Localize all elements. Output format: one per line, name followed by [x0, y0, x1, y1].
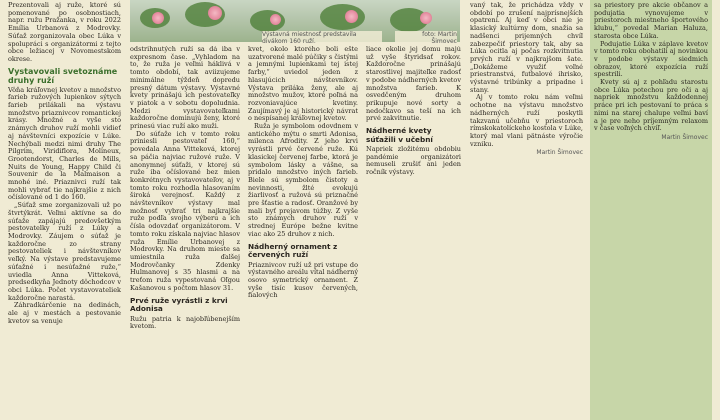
- paragraph: Podujatie Lúka v záplave kvetov v tomto roku obohatili aj novinkou v podobe výstavy siedmich obrazov, ktoré expozícia ruží spestrili.: [594, 39, 708, 79]
- article-column-4: [366, 46, 461, 420]
- author-byline: Martin Šimovec: [661, 133, 708, 141]
- paragraph: Aj v tomto roku nám veľmi ochotne na výstavu množstvo nádherných ruží poskytli takzvanú učebňu v priestoroch rímskokatolíckeho kostola v Lúke, ktorý mal vlani pätnáste výročie vzniku.: [470, 93, 583, 148]
- paragraph: Kvety sú aj z pohľadu starostu obce Lúka potechou pre oči a aj napriek množstvu každodennej práce pri ich pestovaní to práca s nimi na starej chalupe veľmi baví a je pre neho príjemným relaxom v čase voľných chvíľ.: [594, 78, 708, 133]
- paragraph: Napriek zložitému obdobiu pandémie organizátori nemuseli zrušiť ani jeden ročník výstavy.: [366, 145, 461, 177]
- article-column-6: [590, 0, 712, 420]
- paragraph: kvet, okolo ktorého boli ešte uzatvorené malé púčiky s čistými a jemnými lupienkami tej istej farby,“ uviedol jeden z hlasujúcich návštevníkov. Výstava priláka ženy, ale aj množstvo mužov, ktoré poľná na rozvoniavajúce kvetiny. Zaujímavý je aj historický návrat o nespísanej kráľovnej kvetov.: [248, 46, 358, 123]
- paragraph: vaný tak, že prichádza vždy v období po zrušení najprísnejších opatrení. Aj keď v obci nie je klasický kultúrny dom, snažia sa nadšenci prijemných chvíľ zabezpečiť priestory tak, aby sa Lúka ocitla aj počas rozkvitnutia prvých ruží v najkrajšom šate. „Dokážeme využiť voľné priestranstvá, futbalové ihrisko, výstavné tribúnky a pripadne i stany.: [470, 1, 583, 94]
- intro-paragraph: Prezentovali aj ruže, ktoré sú pomenované po osobnostiach, napr. ružu Pražanka, v roku 2022 Emília Urbanová z Modrovky. Súťaž zorganizovala obec Lúka v spolupráci s organizátormi z tejto obce ležiacej v Novomestskom okrese.: [8, 1, 121, 63]
- section-heading-varieties: Vystavovali svetoznáme druhy ruží: [8, 66, 118, 85]
- article-column-5: [470, 0, 583, 420]
- paragraph: liace okolie jej domu majú už vyše štyridsať rokov. Každoročne prinášajú starostlivej majiteľke radosť v podobe nádherných kvetov množstva farieb. K osvedčeným druhom prikupuje nové sorty a nedočkavo sa teší na ich prvé zakvitnutie.: [366, 46, 461, 123]
- paragraph: Záhradkárčenie na dedinách, ale aj v mestách a pestovanie kvetov sa venuje: [8, 301, 121, 325]
- paragraph: Ružu patria k najobľúbenejším kvetom.: [130, 314, 240, 331]
- paragraph: Priaznivcov ruží už pri vstupe do výstavného areálu vítal nádherný osovo symetrický ornament. Z vyše tisíc kusov červených, fialových: [248, 260, 358, 300]
- article-column-1: [8, 0, 121, 420]
- subheading-adonis: Prvé ruže vyrástli z krvi Adonisa: [130, 295, 228, 313]
- article-column-3: [248, 46, 358, 420]
- article-column-2: [130, 46, 240, 420]
- paragraph: sa priestory pre akcie občanov a podujatia vynovujeme v priestoroch miestneho športového klubu,“ povedal Marian Haluza, starosta obce Lúka.: [594, 1, 708, 40]
- paragraph: Vôňa kráľovnej kvetov a množstvo farieb ružových lupienkov sýtych farieb prilákali na výstavu množstvo priaznivcov romantickej krásy. Množné a vyše sto známych druhov ruží mohli vidieť aj návštevníci expozície v Lúke. Nechýbali medzi nimi druhy The Pilgrim, Viridiflora, Molineux, Grootendorst, Charles de Mills, Nuits de Young, Happy Child či Souvenir de la Malmaison a mnohé iné. Priaznivci ruží tak mohli vybrať tie najkrajšie z nich očíslované od 1 do 160.: [8, 85, 121, 202]
- paragraph: Ruža je symbolom odovdnem v antického mýtu o smrti Adonisa, milenca Afrodity. Z jeho krvi vyrástli prvé červené ruže. Kú klasickej červenej farbe, ktorá je symbolom lásky a vášne, sa pridalo množstvo iných farieb. Biele sú symbolom čistoty a nevinnosti, žlté evokujú žiarlivosť a ružová sú priznačné pre šťastie a radosť. Oranžové by mali byť prejavom túžby. Z vyše sto známych druhov ruží v strednej Európe bežne kvitne viac ako 25 druhov z nich.: [248, 122, 358, 238]
- photo-credit: foto: Martin Šimovec: [395, 31, 457, 45]
- author-byline: Martin Šimovec: [536, 149, 583, 157]
- paragraph: „Súťaž sme zorganizovali už po štvrtýkrát. Veľmi aktívne sa do súťaže zapájajú predovšetkým pestovatelky ruží z Lúky a Modrovky. Záujem o súťaž je každoročne zo strany pestovateliek i návštevníkov veľký. Na výstave predstavujeme súťažné i nesúťažné ruže,“ uviedla Anna Vitteková, predsedkyňa Jednoty dôchodcov v obci Lúka. Počet vystavovateliek každoročne narastá.: [8, 201, 121, 302]
- photo-caption: Výstavná miestnosť predstavila divákom 160 ruží.: [262, 31, 382, 45]
- paragraph: odstrihnutých ruží sa dá iba v expresnom čase. „Vyhladom na to, že ruža je veľmi háklivá v tomto období, tak aviizujeme minimálne týždeň dopredu presný dátum výstavy. Výstavné kvety prinášajú ich pestovateľky v piatok a v sobotu dopoludnia. Medzi vystavovateľkami každoročne dominujú ženy, ktoré prinesú viac ruží ako muži.: [130, 46, 240, 131]
- subheading-classroom: Nádherné kvety súťažili v učební: [366, 126, 433, 144]
- paragraph: Do súťaže ich v tomto roku priniesli pestovateľ 160,“ povedala Anna Vitteková, ktorej sa páčia najviac ružové ruže. V anonymnej súťaži, v ktorej sú ruže iba očíslované bez mien konkrétnych vystavovateľov, aj v tomto roku rozhodla hlasovaním široká verejnosť. Každý z návštevníkov výstavy mal možnosť vybrať tri najkrajšie ruže podľa svojho výberu a ich čísla odovzdať organizátorom. V tomto roku získala najviac hlasov ruža Emílie Urbanovej z Modrovky. Na druhom mieste sa umiestnila ruža ďalšej Modrovčanky Zdenky Hulmanovej s 35 hlasmi a na treťom ruža vypestovaná Oľgou Kašanovou s počtom hlasov 31.: [130, 129, 240, 292]
- subheading-ornament: Nádherný ornament z červených ruží: [248, 241, 338, 260]
